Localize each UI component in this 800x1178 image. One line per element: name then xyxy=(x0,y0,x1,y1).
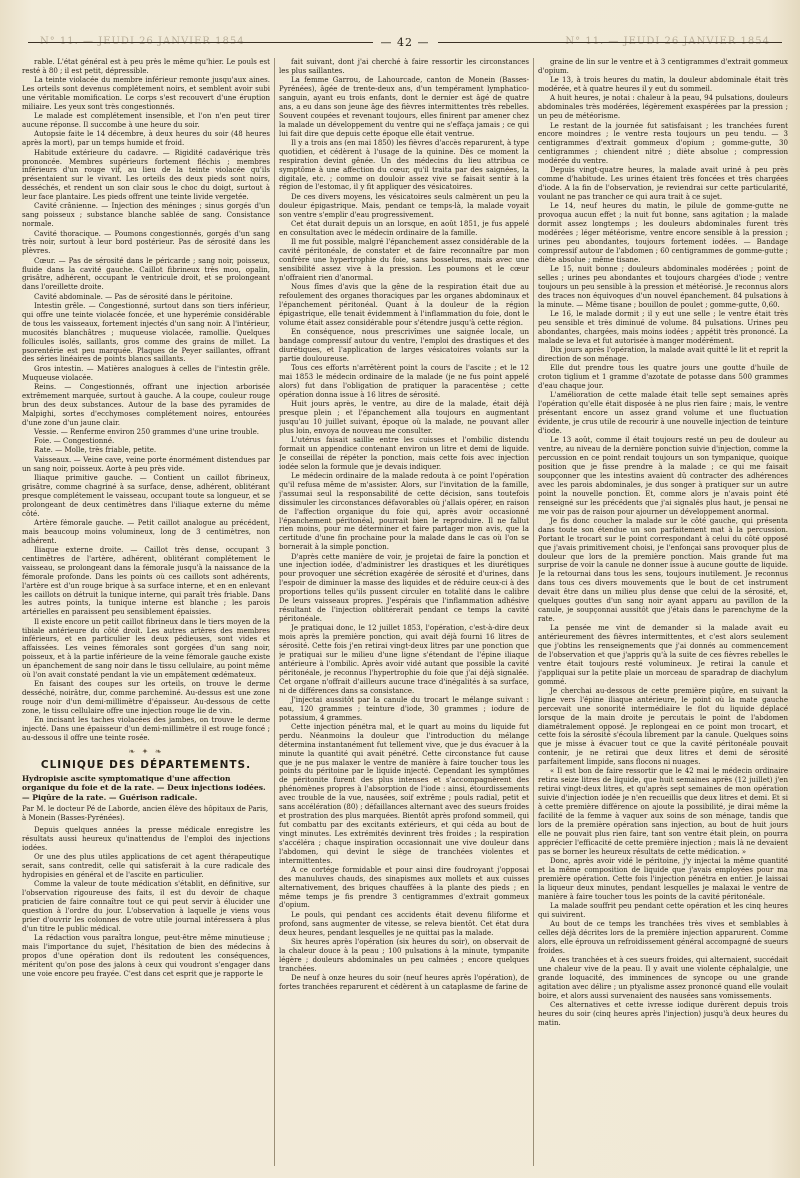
paragraph: Le 14, neuf heures du matin, le pilule de gomme-gutte ne provoqua aucun effet ; la nuit fut bonne, sans agitation ; la malade dormit assez longtemps ; les douleurs abdominales furent très modérées ; léger météorisme, ventre encore sensible à la pression ; urines peu abondantes, toujours fortement iodées. — Bandage compressif autour de l'abdomen ; 60 centigrammes de gomme-gutte ; diète absolue ; même tisane. xyxy=(538,201,788,264)
paragraph: Huit jours après, le ventre, au dire de la malade, était déjà presque plein ; et l'épanchement alla toujours en augmentant jusqu'au 10 juillet suivant, époque où la malade, ne pouvant aller plus loin, envoya de nouveau me consulter. xyxy=(279,398,529,435)
paragraph: D'après cette manière de voir, je projetai de faire la ponction et une injection iodée, d'administrer les drastiques et les diurétiques pour provoquer une sécrétion exagérée de sérosité et d'urines, dans l'espoir de diminuer la masse des liquides et de réduire ceux-ci à des proportions telles qu'ils pussent circuler en totalité dans le calibre De leurs vaisseaux propres. J'espérais que l'inflammation adhésive résultant de l'injection oblitérerait pendant ce temps la cavité péritonéale. xyxy=(279,551,529,623)
paragraph: Autopsie faite le 14 décembre, à deux heures du soir (48 heures après la mort), par un temps humide et froid. xyxy=(22,129,270,148)
paragraph: J'injectai aussitôt par la canule du trocart le mélange suivant : eau, 120 grammes ; teinture d'iode, 30 grammes ; iodure de potassium, 4 grammes. xyxy=(279,694,529,722)
paragraph: Intestin grêle. — Congestionné, surtout dans son tiers inférieur, qui offre une teinte violacée foncée, et une hyperémie considérable de tous les vaisseaux, fortement injectés d'un sang noir. A l'intérieur, mucosités blanchâtres ; muqueuse violacée, ramollie. Quelques follicules isolés, saillants, gros comme des grains de millet. La psorentérie est peu marquée. Plaques de Peyer saillantes, offrant des séries linéaires de points blancs saillants. xyxy=(22,300,270,364)
paragraph: Depuis quelques années la presse médicale enregistre les résultats aussi heureux qu'inattendus de l'emploi des injections iodées. xyxy=(22,824,270,852)
paragraph: La pensée me vint de demander si la malade avait eu antérieurement des fièvres intermittentes, et c'est alors seulement que j'obtins les renseignements que j'ai donnés au commencement de l'observation et que j'appris qu'à la suite de ces fièvres rebelles le ventre était toujours resté volumineux. Je retirai la canule et j'appliquai sur la petite plaie un morceau de sparadrap de diachylum gommé. xyxy=(538,623,788,686)
article-byline: Par M. le docteur Pé de Laborde, ancien élève des hôpitaux de Paris, à Monein (Basses-Pyrénées). xyxy=(22,804,269,823)
paragraph: Le 16, le malade dormit ; il y eut une selle ; le ventre était très peu sensible et très diminué de volume. 84 pulsations. Urines peu abondantes, chargées, mais moins iodées ; appétit très prononcé. La malade se leva et fut autorisée à manger modérément. xyxy=(538,309,788,345)
paragraph: Artère fémorale gauche. — Petit caillot analogue au précédent, mais beaucoup moins volumineux, long de 3 centimètres, non adhérent. xyxy=(22,517,270,545)
paragraph: Je fis donc coucher la malade sur le côté gauche, qui présenta dans toute son étendue un son parfaitement mat à la percussion. Portant le trocart sur le point correspondant à celui du côté opposé que j'avais primitivement choisi, je l'enfonçai sans provoquer plus de douleur que lors de la première ponction. Mais grande fut ma surprise de voir la canule ne donner issue à aucune goutte de liquide. Je la retournai dans tous les sens, toujours inutilement. Je reconnus dans tous ces divers mouvements que le bout de cet instrument devait être dans un milieu plus dense que celui de la sérosité, et, quelques gouttes d'un sang noir ayant apparu au pavillon de la canule, je soupçonnai aussitôt que j'étais dans le parenchyme de la rate. xyxy=(538,515,788,623)
paragraph: Il existe encore un petit caillot fibrineux dans le tiers moyen de la tibiale antérieure du côté droit. Les autres artères des membres inférieurs, et en particulier les deux pédieuses, sont vides et affaissées. Les veines fémorales sont gorgées d'un sang noir, poisseux, et à la partie inférieure de la veine fémorale gauche existe un épanchement de sang noir dans le tissu cellulaire, au point même où l'on avait constaté pendant la vie un empâtement œdémateux. xyxy=(22,616,270,680)
bleedthrough-header-left: N° 11. — JEUDI 26 JANVIER 1854 xyxy=(40,36,245,47)
paragraph: Cœur. — Pas de sérosité dans le péricarde ; sang noir, poisseux, fluide dans la cavité gauche. Caillot fibrineux très mou, opalin, grisâtre, adhérent, occupant le ventricule droit, et se prolongeant dans l'oreillette droite. xyxy=(22,255,270,292)
paragraph: rable. L'état général est à peu près le même qu'hier. Le pouls est resté à 80 ; il est petit, dépressible. xyxy=(22,58,270,75)
paragraph: Le malade est complétement insensible, et l'on n'en peut tirer aucune réponse. Il succombe à une heure du soir. xyxy=(22,111,270,130)
paragraph: Iliaque externe droite. — Caillot très dense, occupant 3 centimètres de l'artère, adhérent, oblitérant complétement le vaisseau, se prolongeant dans la fémorale jusqu'à la naissance de la fémorale profonde. Dans les points où ces caillots sont adhérents, l'artère est d'un rouge brique à sa surface interne, et en en enlevant les caillots on détruit la tunique interne, qui paraît très friable. Dans les autres points, la tunique interne est blanche ; les parois artérielles en paraissent peu sensiblement épaissies. xyxy=(22,544,270,617)
paragraph: Le restant de la journée fut satisfaisant ; les tranchées furent encore moindres ; le ventre resta toujours un peu tendu. — 3 centigrammes d'extrait gommeux d'opium ; gomme-gutte, 30 centigrammes ; chiendent nitré ; diète absolue ; compression modérée du ventre. xyxy=(538,120,788,166)
paragraph: « Il est bon de faire ressortir que le 42 mai le médecin ordinaire retira seize litres de liquide, que huit semaines après (12 juillet) j'en retirai vingt-deux litres, et qu'après sept semaines de mon opération suivie d'injection iodée je n'en recueillis que deux litres et demi. Et si à cette première différence on ajoute la possibilité, je dirai même la facilité de la femme à vaquer aux soins de son ménage, tandis que lors de la première opération sans injection, au bout de huit jours elle ne pouvait plus rien faire, tant son ventre était plein, on pourra apprécier l'efficacité de cette première injection ; mais là ne devaient pas se borner les heureux résultats de cette médication. » xyxy=(538,766,788,856)
paragraph: Vessie. — Renferme environ 250 grammes d'une urine trouble. xyxy=(34,426,259,436)
article-heading: Hydropisie ascite symptomatique d'une affection organique du foie et de la rate. — Deux injections iodées. — Piqûre de la rate. — Guérison radicale. xyxy=(22,773,266,802)
bleedthrough-header-right: N° 11. — JEUDI 26 JANVIER 1854 xyxy=(565,36,770,47)
paragraph: Elle dut prendre tous les quatre jours une goutte d'huile de croton tiglium et 1 gramme d'azotate de potasse dans 500 grammes d'eau chaque jour. xyxy=(538,363,788,391)
paragraph: De neuf à onze heures du soir (neuf heures après l'opération), de fortes tranchées reparurent et cédèrent à un cataplasme de farine de xyxy=(279,972,529,991)
paragraph: Le 13, à trois heures du matin, la douleur abdominale était très modérée, et à quatre heures il y eut du sommeil. xyxy=(538,75,788,94)
paragraph: Tous ces efforts n'arrêtèrent point la cours de l'ascite ; et le 12 mai 1853 le médecin ordinaire de la malade (je ne fus point appelé alors) fut dans l'obligation de pratiquer la paracentèse ; cette opération donna issue à 16 litres de sérosité. xyxy=(279,362,529,399)
paragraph: Je cherchai au-dessous de cette première piqûre, en suivant la ligne vers l'épine iliaque antérieure, le point où la mate gauche percevait une sonorité intermédiaire le flot du liquide déplacé lorsque de la main droite je percutais le point de l'abdomen diamétralement opposé. Je replongeai en ce point mon trocart, et cette fois la sérosité s'écoula librement par la canule. Quelques soins que je misse à évacuer tout ce que la cavité péritonéale pouvait contenir, je ne retirai que deux litres et demi de sérosité parfaitement limpide, sans flocons ni nuages. xyxy=(538,685,788,767)
paragraph: En conséquence, nous prescrivîmes une saignée locale, un bandage compressif autour du ventre, l'emploi des drastiques et des diurétiques, et l'application de larges vésicatoires volants sur la partie douloureuse. xyxy=(279,326,529,363)
paragraph: Cette injection pénétra mal, et le quart au moins du liquide fut perdu. Néanmoins la douleur que l'introduction du mélange détermina instantanément fut tellement vive, que je dus évacuer à la minute la quantité qui avait pénétré. Cette circonstance fut cause que je ne pus malaxer le ventre de manière à faire toucher tous les points du péritoine par le liquide injecté. Cependant les symptômes de péritonite furent des plus intenses et s'accompagnèrent des phénomènes propres à l'absorption de l'iode : ainsi, étourdissements avec trouble de la vue, nausées, soif extrême ; pouls radial, petit et sans accélération (80) ; défaillances alternant avec des sueurs froides et prostration des plus marquées. Bientôt après profond sommeil, qui fut combattu par des excitants extérieurs, et qui céda au bout de vingt minutes. Les extrémités devinrent très froides ; la respiration s'accéléra ; chaque inspiration occasionnait une vive douleur dans l'abdomen, qui devint le siège de tranchées violentes et intermittentes. xyxy=(279,721,529,865)
page-header xyxy=(20,34,790,50)
paragraph: Reins. — Congestionnés, offrant une injection arborisée extrêmement marquée, surtout à gauche. A la coupe, couleur rouge brun des deux substances. Autour de la base des pyramides de Malpighi, sortes d'ecchymoses complétement noires, entourées d'une zone d'un jaune clair. xyxy=(22,381,270,427)
paragraph: Comme la valeur de toute médication s'établit, en définitive, sur l'observation rigoureuse des faits, il est du devoir de chaque praticien de faire connaître tout ce qui peut servir à élucider une question à l'ordre du jour. L'observation à laquelle je viens vous prier d'ouvrir les colonnes de votre utile journal intéressera à plus d'un titre le public médical. xyxy=(22,879,270,933)
paragraph: La rédaction vous paraîtra longue, peut-être même minutieuse ; mais l'importance du sujet, l'hésitation de bien des médecins à propos d'une opération dont ils redoutent les conséquences, méritent qu'on pose des jalons à ceux qui voudront s'engager dans une voie encore peu frayée. C'est dans cet esprit que je rapporte le xyxy=(22,932,270,978)
paragraph: L'amélioration de cette malade était telle sept semaines après l'opération qu'elle était disposée à ne plus rien faire ; mais, le ventre présentant encore un assez grand volume et une fluctuation évidente, je crus utile de recourir à une nouvelle injection de teinture d'iode. xyxy=(538,390,788,436)
paragraph: Rate. — Molle, très friable, petite. xyxy=(34,445,157,455)
paragraph: De ces divers moyens, les vésicatoires seuls calmèrent un peu la douleur épigastrique. Mais, pendant ce temps-là, la malade voyait son ventre s'emplir d'eau progressivement. xyxy=(279,191,529,219)
paragraph: Au bout de ce temps les tranchées très vives et semblables à celles déjà décrites lors de la première injection apparurent. Comme alors, elle éprouva un refroidissement général accompagné de sueurs froides. xyxy=(538,919,788,955)
column-divider-1 xyxy=(274,58,275,1166)
header-rule-right xyxy=(438,42,783,43)
paragraph: Ces alternatives et cette ivresse iodique durèrent depuis trois heures du soir (cinq heures après l'injection) jusqu'à deux heures du matin. xyxy=(538,999,788,1027)
paragraph: Je pratiquai donc, le 12 juillet 1853, l'opération, c'est-à-dire deux mois après la première ponction, qui avait déjà fourni 16 litres de sérosité. Cette fois j'en retirai vingt-deux litres par une ponction que je pratiquai sur le milieu d'une ligne s'étendant de l'épine iliaque antérieure à l'ombilic. Après avoir vidé autant que possible la cavité péritonéale, je reconnus l'hypertrophie du foie que j'ai déjà signalée. Cet organe n'offrait d'ailleurs aucune trace d'inégalités à sa surface, ni de différences dans sa consistance. xyxy=(279,623,529,695)
paragraph: La femme Garrou, de Lahourcade, canton de Monein (Basses-Pyrénées), âgée de trente-deux ans, d'un tempérament lymphatico-sanguin, ayant eu trois enfants, dont le dernier est âgé de quatre ans, a eu dans son jeune âge des fièvres intermittentes très rebelles. Souvent coupées et revenant toujours, elles finirent par amener chez la malade un développement du ventre qui ne s'effaça jamais ; ce qui lui fait dire que depuis cette époque elle était ventrue. xyxy=(279,75,529,138)
paragraph: Nous fîmes d'avis que la gêne de la respiration était due au refoulement des organes thoraciques par les organes abdominaux et l'épanchement péritonéal. Quant à la douleur de la région épigastrique, elle tenait évidemment à l'inflammation du foie, dont le volume était assez considérable pour s'étendre jusqu'à cette région. xyxy=(279,282,529,327)
paragraph: En incisant les taches violacées des jambes, on trouve le derme injecté. Dans une épaisseur d'un demi-millimètre il est rouge foncé ; au-dessous il offre une teinte rosée. xyxy=(22,715,270,743)
paragraph: A ces tranchées et à ces sueurs froides, qui alternaient, succédait une chaleur vive de la peau. Il y avait une violente céphalalgie, une grande loquacité, des imminences de syncope ou une grande agitation avec délire ; un ptyalisme assez prononcé quand elle voulait boire, et alors aussi survenaient des nausées sans vomissements. xyxy=(538,955,788,1000)
paragraph: En faisant des coupes sur les orteils, on trouve le derme desséché, noirâtre, dur, comme parcheminé. Au-dessus est une zone rouge noir d'un demi-millimètre d'épaisseur. Au-dessous de cette zone, le tissu cellulaire offre une injection rouge lie de vin. xyxy=(22,679,270,716)
paragraph: Gros intestin. — Matières analogues à celles de l'intestin grêle. Muqueuse violacée. xyxy=(22,363,270,382)
paragraph: Cavité abdominale. — Pas de sérosité dans le péritoine. xyxy=(34,291,233,301)
paragraph: A ce cortége formidable et pour ainsi dire foudroyant j'opposai des manuluves chauds, des sinapismes aux mollets et aux cuisses alternativement, des briques chauffées à la plante des pieds ; en même temps je fis prendre 3 centigrammes d'extrait gommeux d'opium. xyxy=(279,864,529,910)
paragraph: Six heures après l'opération (six heures du soir), on observait de la chaleur douce à la peau ; 100 pulsations à la minute, tympanite légère ; douleurs abdominales un peu calmées ; encore quelques tranchées. xyxy=(279,936,529,973)
paragraph: Le 15, nuit bonne ; douleurs abdominales modérées ; point de selles ; urines peu abondantes et toujours chargées d'iode ; ventre toujours un peu sensible à la pression et météorisé. Je reconnus alors des traces non équivoques d'un nouvel épanchement. 84 pulsations à la minute. — Même tisane ; bouillon de poulet ; gomme-gutte, 0,60. xyxy=(538,264,788,309)
article-intro xyxy=(22,826,270,979)
column-3 xyxy=(538,58,788,1168)
paragraph: Iliaque primitive gauche. — Contient un caillot fibrineux, grisâtre, comme chagriné à sa surface, dense, adhérent, oblitérant presque complétement le vaisseau, occupant toute sa longueur, et se prolongeant de deux centimètres dans l'iliaque externe du même côté. xyxy=(22,472,270,518)
paragraph: Le 13 août, comme il était toujours resté un peu de douleur au ventre, au niveau de la dernière ponction suivie d'injection, comme la percussion en ce point rendait toujours un son tympanique, quoique position que je fisse prendre à la malade ; ce qui me faisait soupçonner que les intestins avaient dû contracter des adhérences avec les parois abdominales, je dus songer à pratiquer sur un autre point la nouvelle ponction. Et, comme alors je n'avais point été renseigné sur les précédents que j'ai signalés plus haut, je pensai ne me voir pas de raison pour ajourner un développement anormal. xyxy=(538,435,788,516)
paragraph: A huit heures, je notai : chaleur à la peau, 94 pulsations, douleurs abdominales très modérées, légèrement exaspérées par la pression ; un peu de météorisme. xyxy=(538,93,788,121)
section-separator: ❧ ✦ ❧ xyxy=(128,747,164,757)
paragraph: Cavité thoracique. — Poumons congestionnés, gorgés d'un sang très noir, surtout à leur bord postérieur. Pas de sérosité dans les plèvres. xyxy=(22,228,270,256)
paragraph: Cavité crânienne. — Injection des méninges ; sinus gorgés d'un sang poisseux ; substance blanche sablée de sang. Consistance normale. xyxy=(22,201,270,229)
column-2 xyxy=(279,58,529,1168)
section-title: CLINIQUE DES DÉPARTEMENTS. xyxy=(40,758,252,771)
paragraph: Cet état durait depuis un an lorsque, en août 1851, je fus appelé en consultation avec le médecin ordinaire de la famille. xyxy=(279,218,529,237)
paragraph: Le pouls, qui pendant ces accidents était devenu filiforme et profond, sans augmenter de vitesse, se releva bientôt. Cet état dura deux heures, pendant lesquelles je ne quittai pas la malade. xyxy=(279,909,529,937)
paragraph: Dix jours après l'opération, la malade avait quitté le lit et reprit la direction de son ménage. xyxy=(538,345,788,364)
paragraph: Foie. — Congestionné. xyxy=(34,436,115,446)
paragraph: Vaisseaux. — Veine cave, veine porte énormément distendues par un sang noir, poisseux. Aorte à peu près vide. xyxy=(22,454,270,473)
autopsy-report xyxy=(22,58,270,743)
page-number: — 42 — xyxy=(380,35,430,49)
paragraph: Donc, après avoir vidé le péritoine, j'y injectai la même quantité et la même composition de liquide que j'avais employées pour ma première opération. Cette fois l'injection pénétra en entier. Je laissai la liqueur deux minutes, pendant lesquelles je malaxai le ventre de manière à faire toucher tous les points de la cavité péritonéale. xyxy=(538,855,788,901)
paragraph: Habitude extérieure du cadavre. — Rigidité cadavérique très prononcée. Membres supérieurs fortement fléchis ; membres inférieurs d'un rouge vif, au lieu de la teinte violacée qu'ils présentaient sur le vivant. Les orteils des deux pieds sont noirs, desséchés, et rendent un son clair sous le choc du doigt, surtout à leur face plantaire. Les pieds offrent une teinte livide vergetée. xyxy=(22,147,270,202)
paragraph: fait suivant, dont j'ai cherché à faire ressortir les circonstances les plus saillantes. xyxy=(279,58,529,75)
column-1 xyxy=(22,58,270,1168)
paragraph: graine de lin sur le ventre et à 3 centigrammes d'extrait gommeux d'opium. xyxy=(538,58,788,75)
paragraph: La teinte violacée du membre inférieur remonte jusqu'aux aines. Les orteils sont devenus complétement noirs, et semblent avoir subi une véritable momification. Le corps s'est recouvert d'une éruption miliaire. Les yeux sont très congestionnés. xyxy=(22,75,270,111)
paragraph: L'utérus faisait saillie entre les cuisses et l'ombilic distendu formait un appendice contenant environ un litre et demi de liquide. Je conseillai de répéter la ponction, mais cette fois avec injection iodée selon la formule que je devais indiquer. xyxy=(279,434,529,471)
paragraph: Or une des plus utiles applications de cet agent thérapeutique serait, sans contredit, celle qui satisferait à la cure radicale des hydropisies en général et de l'ascite en particulier. xyxy=(22,852,270,879)
paragraph: Il y a trois ans (en mai 1850) les fièvres d'accès reparurent, à type quotidien, et cédèrent à l'usage de la quinine. Dès ce moment la respiration devint gênée. Un des médecins du lieu attribua ce symptôme à une affection du cœur, qu'il traita par des saignées, la digitale, etc. ; comme on douloir assez vive se faisait sentir à la région de l'estomac, il y fit appliquer des vésicatoires. xyxy=(279,137,529,192)
paragraph: La malade souffrit peu pendant cette opération et les cinq heures qui suivirent. xyxy=(538,900,788,919)
paragraph: Depuis vingt-quatre heures, la malade avait uriné à peu près comme d'habitude. Les urines étaient très foncées et très chargées d'iode. A la fin de l'observation, je reviendrai sur cette particularité, voulant ne pas trancher ce qui aura trait à ce sujet. xyxy=(538,165,788,202)
column-divider-2 xyxy=(533,58,534,1166)
paragraph: Le médecin ordinaire de la malade redouta à ce point l'opération qu'il refusa même de m'assister. Alors, sur l'invitation de la famille, j'assumai seul la responsabilité de cette décision, sans toutefois dissimuler les circonstances défavorables où j'allais opérer, en raison de l'affection organique du foie qui, après avoir occasionné l'épanchement péritonéal, pourrait bien le reproduire. Il ne fallut rien moins, pour me déterminer et faire partager mon avis, que la certitude d'une fin prochaine pour la malade dans le cas où l'on se bornerait à la simple ponction. xyxy=(279,470,529,552)
header-rule-left xyxy=(28,42,373,43)
paragraph: Il me fut possible, malgré l'épanchement assez considérable de la cavité péritonéale, de constater et de faire reconnaître par mon confrère une hypertrophie du foie, sans bosselures, mais avec une sensibilité assez vive à la pression. Les poumons et le cœur n'offraient rien d'anormal. xyxy=(279,237,529,282)
